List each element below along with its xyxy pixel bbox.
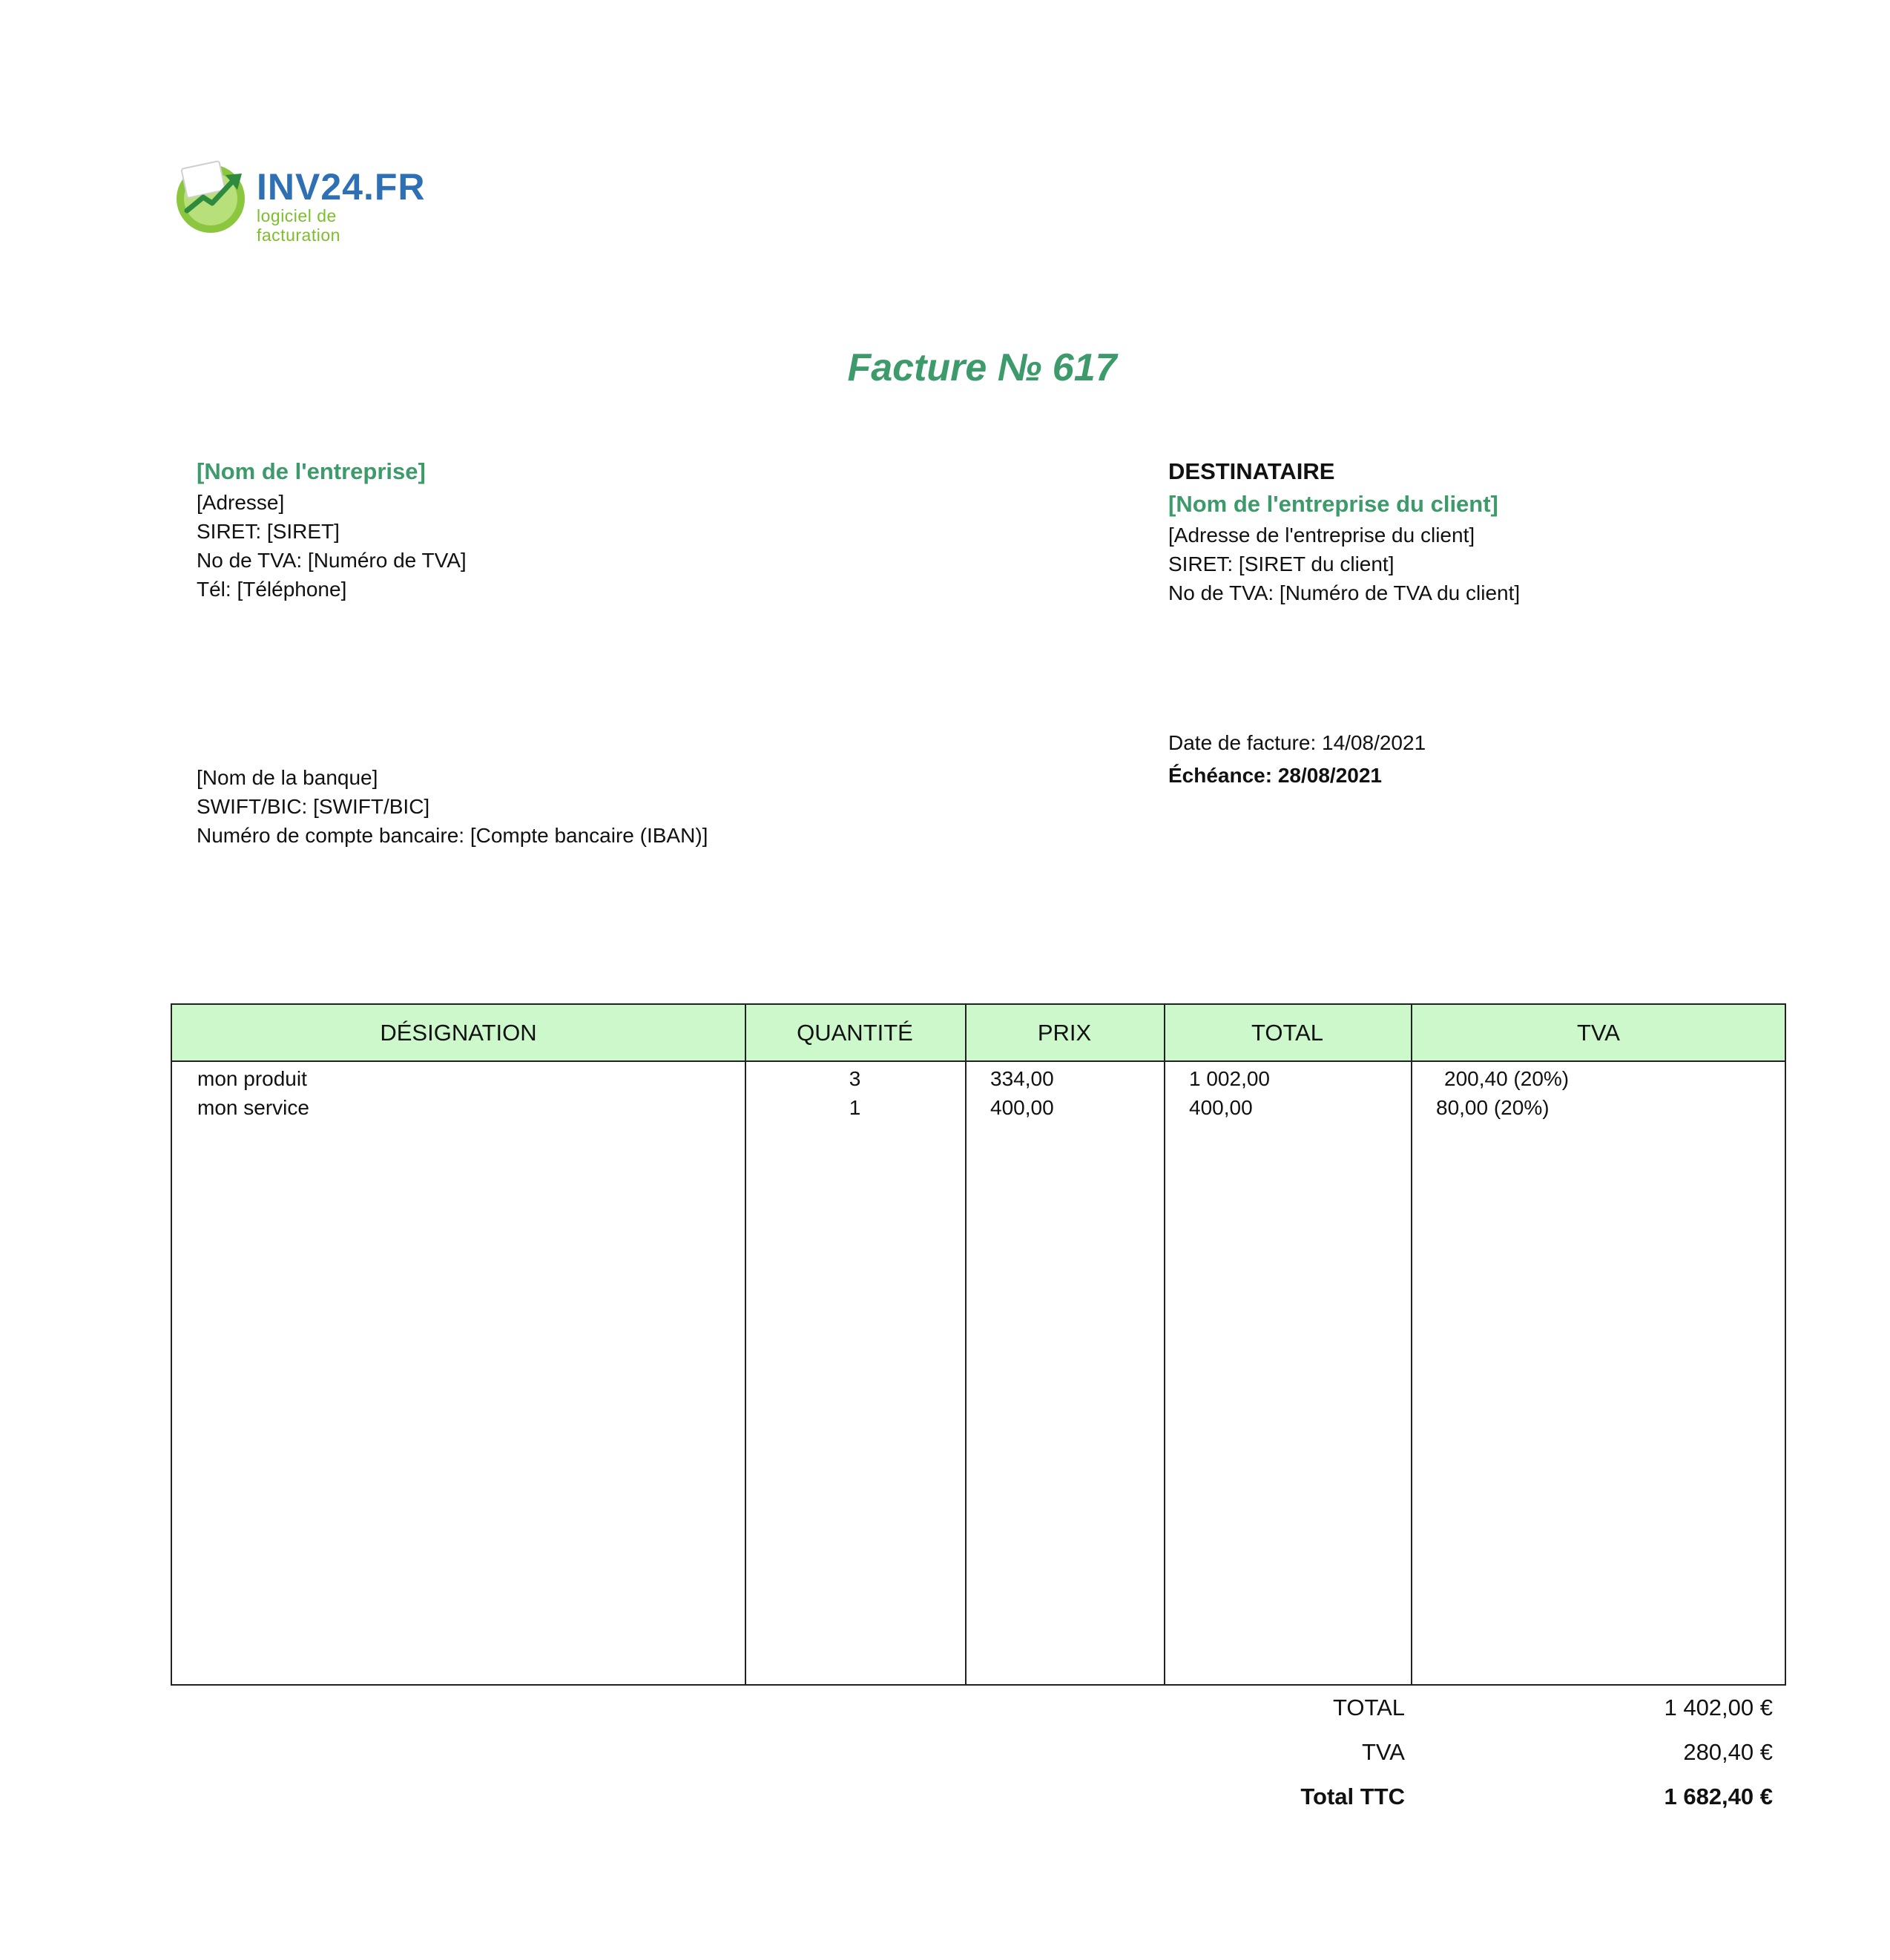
sender-siret: SIRET: [SIRET] [197,520,340,543]
sender-phone: Tél: [Téléphone] [197,578,347,601]
header-vat: TVA [1577,1020,1620,1046]
totals-ttc-label: Total TTC [1300,1784,1405,1809]
sender-vat: No de TVA: [Numéro de TVA] [197,549,467,572]
row-quantity: 3 [849,1067,861,1090]
row-total: 1 002,00 [1189,1067,1270,1090]
header-total: TOTAL [1251,1020,1324,1046]
column-divider [1411,1005,1412,1684]
totals-total-value: 1 402,00 € [1664,1695,1773,1720]
recipient-vat: No de TVA: [Numéro de TVA du client] [1168,581,1521,604]
dates-block [1168,727,1426,792]
bank-block [197,763,708,850]
row-vat: 200,40 (20%) [1444,1067,1570,1090]
row-price: 334,00 [990,1067,1054,1090]
recipient-name: [Nom de l'entreprise du client] [1168,491,1498,517]
recipient-heading: DESTINATAIRE [1168,458,1335,484]
sender-address: [Adresse] [197,491,285,514]
totals-vat-value: 280,40 € [1683,1739,1773,1765]
row-price: 400,00 [990,1096,1054,1119]
row-designation: mon produit [197,1067,307,1090]
recipient-block [1168,455,1520,607]
bank-swift: SWIFT/BIC: [SWIFT/BIC] [197,795,430,818]
totals-total-label: TOTAL [1332,1695,1405,1720]
header-price: PRIX [1037,1020,1092,1046]
totals-vat-label: TVA [1362,1739,1405,1765]
table-header [172,1005,1785,1062]
column-divider [965,1005,967,1684]
row-vat: 80,00 (20%) [1436,1096,1550,1119]
recipient-address: [Adresse de l'entreprise du client] [1168,524,1475,547]
logo-tagline: logiciel de facturation [257,206,340,245]
header-designation: DÉSIGNATION [380,1020,537,1046]
column-divider [1164,1005,1165,1684]
row-designation: mon service [197,1096,309,1119]
row-total: 400,00 [1189,1096,1253,1119]
due-date: Échéance: 28/08/2021 [1168,764,1382,787]
sender-block [197,455,467,604]
sender-name: [Nom de l'entreprise] [197,458,426,484]
recipient-siret: SIRET: [SIRET du client] [1168,552,1395,575]
header-quantity: QUANTITÉ [797,1020,913,1046]
logo-brand-text: INV24.FR [257,166,426,208]
logo-emblem-icon [174,159,251,236]
bank-name: [Nom de la banque] [197,766,378,789]
invoice-title: Facture № 617 [847,346,1117,389]
totals-ttc-value: 1 682,40 € [1664,1784,1773,1809]
items-table [171,1003,1786,1686]
bank-account: Numéro de compte bancaire: [Compte bancaire (IBAN)] [197,824,708,847]
company-logo [174,159,426,245]
invoice-date: Date de facture: 14/08/2021 [1168,731,1426,754]
row-quantity: 1 [849,1096,861,1119]
